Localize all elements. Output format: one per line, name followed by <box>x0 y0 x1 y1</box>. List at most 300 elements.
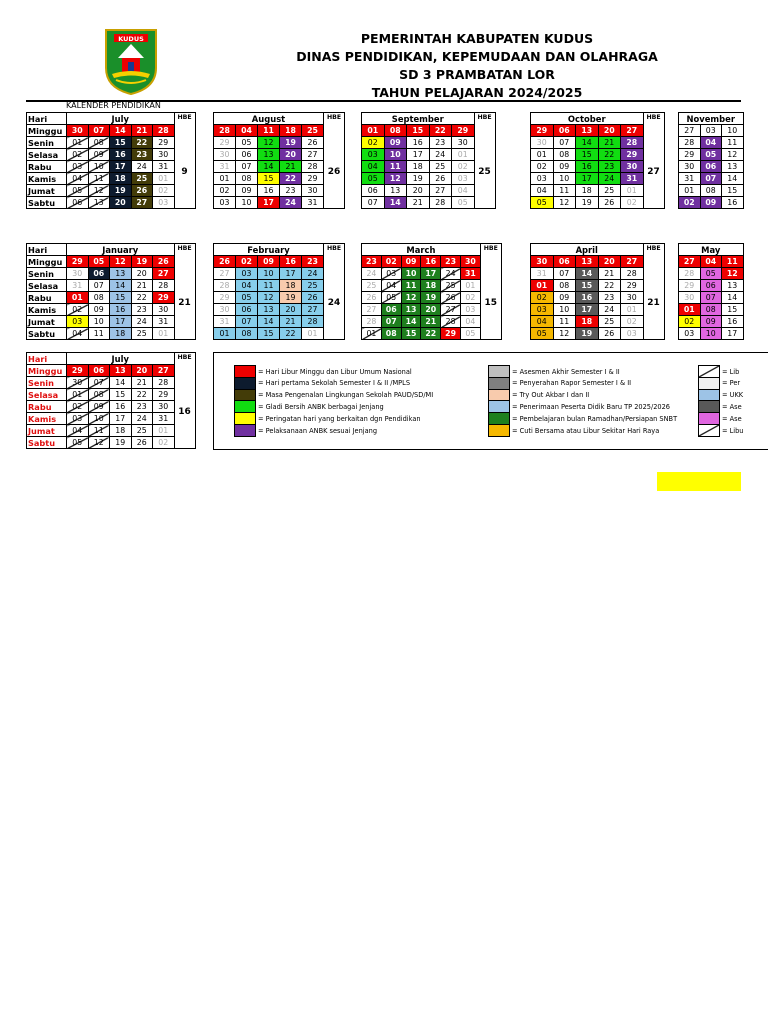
date-cell: 22 <box>429 125 452 137</box>
date-cell: 04 <box>67 328 89 340</box>
date-cell: 16 <box>722 316 744 328</box>
day-label: Minggu <box>27 125 67 137</box>
date-cell: 19 <box>421 292 441 304</box>
month-table-oct <box>530 112 665 209</box>
date-cell: 09 <box>258 256 280 268</box>
date-cell: 01 <box>621 185 644 197</box>
date-cell: 02 <box>679 316 701 328</box>
date-cell: 15 <box>110 292 132 304</box>
date-cell: 10 <box>88 161 110 173</box>
date-cell: 10 <box>258 268 280 280</box>
legend-text: = Per <box>722 379 741 388</box>
date-cell: 02 <box>67 149 89 161</box>
date-cell: 17 <box>280 268 302 280</box>
date-cell: 08 <box>553 149 576 161</box>
date-cell: 18 <box>280 125 302 137</box>
date-cell: 16 <box>280 256 302 268</box>
day-label: Senin <box>27 377 67 389</box>
date-cell: 24 <box>131 316 153 328</box>
date-cell: 13 <box>401 304 421 316</box>
date-cell: 02 <box>67 304 89 316</box>
date-cell: 26 <box>214 256 236 268</box>
date-cell: 03 <box>460 304 480 316</box>
date-cell: 19 <box>131 256 153 268</box>
date-cell: 31 <box>153 316 175 328</box>
hbe-header: HBE <box>174 353 195 377</box>
hbe-value: 24 <box>324 268 345 340</box>
date-cell: 29 <box>153 292 175 304</box>
date-cell: 02 <box>214 185 236 197</box>
date-cell: 25 <box>441 280 461 292</box>
date-cell: 12 <box>553 197 576 209</box>
date-cell: 21 <box>598 137 621 149</box>
month-name: July <box>67 113 175 125</box>
date-cell: 30 <box>452 137 475 149</box>
date-cell: 30 <box>460 256 480 268</box>
date-cell: 01 <box>67 292 89 304</box>
date-cell: 28 <box>153 125 175 137</box>
date-cell: 15 <box>258 328 280 340</box>
hbe-value: 25 <box>474 137 495 209</box>
date-cell: 01 <box>452 149 475 161</box>
date-cell: 14 <box>722 292 744 304</box>
month-name: May <box>679 244 744 256</box>
date-cell: 01 <box>460 280 480 292</box>
date-cell: 17 <box>258 197 280 209</box>
date-cell: 23 <box>598 161 621 173</box>
date-cell: 09 <box>88 149 110 161</box>
date-cell: 25 <box>131 328 153 340</box>
date-cell: 30 <box>621 161 644 173</box>
date-cell: 04 <box>452 185 475 197</box>
date-cell: 17 <box>110 316 132 328</box>
date-cell: 10 <box>553 173 576 185</box>
date-cell: 03 <box>67 413 89 425</box>
date-cell: 03 <box>531 173 554 185</box>
date-cell: 16 <box>110 401 132 413</box>
date-cell: 08 <box>236 173 258 185</box>
date-cell: 01 <box>621 304 644 316</box>
date-cell: 06 <box>381 304 401 316</box>
date-cell: 02 <box>621 316 644 328</box>
date-cell: 05 <box>67 437 89 449</box>
date-cell: 02 <box>236 256 258 268</box>
date-cell: 24 <box>362 268 382 280</box>
date-cell: 13 <box>576 256 599 268</box>
date-cell: 27 <box>441 304 461 316</box>
date-cell: 30 <box>67 125 89 137</box>
date-cell: 30 <box>621 292 644 304</box>
date-cell: 06 <box>88 365 110 377</box>
date-cell: 04 <box>531 316 554 328</box>
date-cell: 26 <box>302 137 324 149</box>
date-cell: 08 <box>384 125 407 137</box>
date-cell: 12 <box>258 292 280 304</box>
day-label: Hari <box>27 353 67 365</box>
date-cell: 01 <box>67 137 89 149</box>
date-cell: 27 <box>153 268 175 280</box>
date-cell: 07 <box>553 268 576 280</box>
date-cell: 17 <box>722 328 744 340</box>
date-cell: 10 <box>401 268 421 280</box>
date-cell: 06 <box>362 185 385 197</box>
day-label: Selasa <box>27 280 67 292</box>
date-cell: 04 <box>67 425 89 437</box>
date-cell: 25 <box>302 280 324 292</box>
date-cell: 27 <box>429 185 452 197</box>
header-department: DINAS PENDIDIKAN, KEPEMUDAAN DAN OLAHRAGA <box>296 49 658 64</box>
date-cell: 08 <box>381 328 401 340</box>
date-cell: 19 <box>576 197 599 209</box>
date-cell: 14 <box>401 316 421 328</box>
day-label: Jumat <box>27 185 67 197</box>
date-cell: 20 <box>110 197 132 209</box>
date-cell: 15 <box>722 304 744 316</box>
date-cell: 29 <box>441 328 461 340</box>
date-cell: 31 <box>460 268 480 280</box>
date-cell: 26 <box>153 256 175 268</box>
date-cell: 11 <box>258 125 280 137</box>
date-cell: 04 <box>700 256 722 268</box>
date-cell: 01 <box>67 389 89 401</box>
legend-swatch <box>488 424 510 437</box>
date-cell: 30 <box>531 256 554 268</box>
date-cell: 31 <box>214 316 236 328</box>
date-cell: 26 <box>598 328 621 340</box>
date-cell: 15 <box>576 280 599 292</box>
date-cell: 05 <box>236 137 258 149</box>
date-cell: 29 <box>302 173 324 185</box>
date-cell: 25 <box>302 125 324 137</box>
date-cell: 07 <box>236 161 258 173</box>
date-cell: 21 <box>598 268 621 280</box>
date-cell: 26 <box>131 437 153 449</box>
day-label: Rabu <box>27 161 67 173</box>
date-cell: 05 <box>88 256 110 268</box>
date-cell: 17 <box>576 304 599 316</box>
date-cell: 04 <box>362 161 385 173</box>
date-cell: 17 <box>421 268 441 280</box>
date-cell: 03 <box>214 197 236 209</box>
date-cell: 19 <box>280 137 302 149</box>
date-cell: 27 <box>362 304 382 316</box>
date-cell: 23 <box>362 256 382 268</box>
date-cell: 28 <box>362 316 382 328</box>
date-cell: 22 <box>421 328 441 340</box>
date-cell: 02 <box>452 161 475 173</box>
date-cell: 30 <box>153 401 175 413</box>
date-cell: 28 <box>441 316 461 328</box>
date-cell: 09 <box>553 161 576 173</box>
date-cell: 05 <box>700 149 722 161</box>
date-cell: 06 <box>236 304 258 316</box>
date-cell: 28 <box>153 280 175 292</box>
date-cell: 11 <box>553 316 576 328</box>
date-cell: 21 <box>131 125 153 137</box>
date-cell: 19 <box>110 437 132 449</box>
date-cell: 14 <box>110 125 132 137</box>
date-cell: 26 <box>131 185 153 197</box>
date-cell: 28 <box>429 197 452 209</box>
legend-text: = Asesmen Akhir Semester I & II <box>512 367 620 376</box>
date-cell: 13 <box>110 365 132 377</box>
legend-text: = Hari Libur Minggu dan Libur Umum Nasional <box>258 367 412 376</box>
date-cell: 09 <box>401 256 421 268</box>
date-cell: 06 <box>236 149 258 161</box>
hbe-header: HBE <box>474 113 495 137</box>
date-cell: 16 <box>421 256 441 268</box>
date-cell: 06 <box>88 268 110 280</box>
date-cell: 25 <box>362 280 382 292</box>
date-cell: 23 <box>131 149 153 161</box>
date-cell: 11 <box>722 137 744 149</box>
date-cell: 08 <box>553 280 576 292</box>
date-cell: 01 <box>531 149 554 161</box>
day-label: Kamis <box>27 173 67 185</box>
date-cell: 29 <box>153 389 175 401</box>
date-cell: 20 <box>598 256 621 268</box>
date-cell: 06 <box>67 197 89 209</box>
day-label: Sabtu <box>27 437 67 449</box>
date-cell: 29 <box>153 137 175 149</box>
date-cell: 05 <box>236 292 258 304</box>
date-cell: 02 <box>67 401 89 413</box>
date-cell: 27 <box>679 125 701 137</box>
date-cell: 07 <box>88 125 110 137</box>
header-government: PEMERINTAH KABUPATEN KUDUS <box>360 31 594 46</box>
date-cell: 11 <box>88 328 110 340</box>
date-cell: 25 <box>131 173 153 185</box>
legend-swatch <box>698 424 720 437</box>
date-cell: 10 <box>553 304 576 316</box>
date-cell: 19 <box>110 185 132 197</box>
legend-text: = Penyerahan Rapor Semester I & II <box>512 379 632 388</box>
date-cell: 04 <box>531 185 554 197</box>
date-cell: 13 <box>88 197 110 209</box>
date-cell: 07 <box>88 377 110 389</box>
hbe-value: 21 <box>643 268 664 340</box>
date-cell: 08 <box>700 185 722 197</box>
legend-text: = Peringatan hari yang berkaitan dgn Pendidikan <box>258 414 421 423</box>
date-cell: 07 <box>700 173 722 185</box>
date-cell: 17 <box>110 161 132 173</box>
day-label: Jumat <box>27 316 67 328</box>
date-cell: 12 <box>258 137 280 149</box>
date-cell: 22 <box>131 389 153 401</box>
date-cell: 27 <box>214 268 236 280</box>
date-cell: 22 <box>131 137 153 149</box>
date-cell: 27 <box>153 365 175 377</box>
date-cell: 23 <box>598 292 621 304</box>
date-cell: 08 <box>88 389 110 401</box>
date-cell: 25 <box>598 316 621 328</box>
date-cell: 16 <box>110 149 132 161</box>
date-cell: 02 <box>153 437 175 449</box>
date-cell: 11 <box>722 256 744 268</box>
date-cell: 27 <box>621 125 644 137</box>
date-cell: 06 <box>700 161 722 173</box>
date-cell: 23 <box>280 185 302 197</box>
date-cell: 17 <box>407 149 430 161</box>
date-cell: 11 <box>88 173 110 185</box>
date-cell: 19 <box>407 173 430 185</box>
date-cell: 15 <box>110 137 132 149</box>
date-cell: 05 <box>460 328 480 340</box>
date-cell: 24 <box>429 149 452 161</box>
date-cell: 04 <box>460 316 480 328</box>
date-cell: 24 <box>131 161 153 173</box>
date-cell: 22 <box>598 280 621 292</box>
date-cell: 20 <box>131 365 153 377</box>
date-cell: 01 <box>153 425 175 437</box>
hbe-header: HBE <box>324 113 345 137</box>
date-cell: 03 <box>67 161 89 173</box>
date-cell: 04 <box>67 173 89 185</box>
date-cell: 14 <box>722 173 744 185</box>
month-table-aug <box>213 112 345 209</box>
date-cell: 28 <box>621 137 644 149</box>
date-cell: 07 <box>700 292 722 304</box>
date-cell: 19 <box>280 292 302 304</box>
day-label: Senin <box>27 268 67 280</box>
date-cell: 18 <box>110 173 132 185</box>
day-label: Hari <box>27 113 67 125</box>
date-cell: 30 <box>302 185 324 197</box>
date-cell: 11 <box>401 280 421 292</box>
date-cell: 29 <box>621 280 644 292</box>
date-cell: 28 <box>214 280 236 292</box>
date-cell: 02 <box>381 256 401 268</box>
day-label: Sabtu <box>27 328 67 340</box>
date-cell: 02 <box>621 197 644 209</box>
month-table-mar <box>361 243 502 340</box>
date-cell: 02 <box>362 137 385 149</box>
date-cell: 12 <box>384 173 407 185</box>
date-cell: 20 <box>280 149 302 161</box>
date-cell: 03 <box>67 316 89 328</box>
date-cell: 24 <box>280 197 302 209</box>
date-cell: 28 <box>302 316 324 328</box>
date-cell: 08 <box>236 328 258 340</box>
date-cell: 15 <box>258 173 280 185</box>
date-cell: 13 <box>110 268 132 280</box>
date-cell: 03 <box>362 149 385 161</box>
date-cell: 05 <box>531 197 554 209</box>
date-cell: 03 <box>381 268 401 280</box>
hbe-header: HBE <box>643 113 664 137</box>
date-cell: 11 <box>258 280 280 292</box>
date-cell: 07 <box>88 280 110 292</box>
date-cell: 16 <box>576 161 599 173</box>
date-cell: 27 <box>302 304 324 316</box>
month-name: August <box>214 113 324 125</box>
date-cell: 17 <box>576 173 599 185</box>
date-cell: 31 <box>531 268 554 280</box>
date-cell: 13 <box>722 280 744 292</box>
date-cell: 24 <box>598 304 621 316</box>
date-cell: 15 <box>576 149 599 161</box>
legend-item <box>488 424 659 437</box>
date-cell: 23 <box>131 401 153 413</box>
date-cell: 31 <box>621 173 644 185</box>
date-cell: 18 <box>110 425 132 437</box>
date-cell: 29 <box>531 125 554 137</box>
date-cell: 04 <box>700 137 722 149</box>
date-cell: 15 <box>407 125 430 137</box>
date-cell: 18 <box>576 185 599 197</box>
date-cell: 15 <box>722 185 744 197</box>
date-cell: 25 <box>131 425 153 437</box>
date-cell: 21 <box>280 316 302 328</box>
date-cell: 20 <box>280 304 302 316</box>
day-label: Jumat <box>27 425 67 437</box>
month-table-feb <box>213 243 345 340</box>
date-cell: 23 <box>429 137 452 149</box>
date-cell: 01 <box>153 173 175 185</box>
day-label: Selasa <box>27 149 67 161</box>
date-cell: 22 <box>280 173 302 185</box>
month-table-sep <box>361 112 496 209</box>
date-cell: 20 <box>598 125 621 137</box>
date-cell: 26 <box>598 197 621 209</box>
legend-text: = Penerimaan Peserta Didik Baru TP 2025/2026 <box>512 402 670 411</box>
date-cell: 02 <box>460 292 480 304</box>
date-cell: 30 <box>153 304 175 316</box>
date-cell: 28 <box>302 161 324 173</box>
date-cell: 05 <box>362 173 385 185</box>
date-cell: 11 <box>88 425 110 437</box>
date-cell: 26 <box>441 292 461 304</box>
date-cell: 04 <box>236 125 258 137</box>
month-name: October <box>531 113 644 125</box>
date-cell: 18 <box>280 280 302 292</box>
hbe-value: 16 <box>174 377 195 449</box>
date-cell: 23 <box>302 256 324 268</box>
month-table-nov <box>678 112 744 209</box>
date-cell: 12 <box>722 149 744 161</box>
month-name: July <box>67 353 175 365</box>
date-cell: 28 <box>679 268 701 280</box>
month-name: November <box>679 113 744 125</box>
date-cell: 06 <box>553 256 576 268</box>
month-table-jul1 <box>26 112 196 209</box>
legend-text: = Lib <box>722 367 740 376</box>
date-cell: 26 <box>362 292 382 304</box>
header-academic-year: TAHUN PELAJARAN 2024/2025 <box>371 85 583 100</box>
date-cell: 24 <box>598 173 621 185</box>
date-cell: 22 <box>598 149 621 161</box>
date-cell: 31 <box>153 161 175 173</box>
date-cell: 03 <box>452 173 475 185</box>
date-cell: 03 <box>531 304 554 316</box>
date-cell: 15 <box>401 328 421 340</box>
date-cell: 14 <box>258 316 280 328</box>
date-cell: 13 <box>576 125 599 137</box>
date-cell: 30 <box>67 377 89 389</box>
month-name: September <box>362 113 475 125</box>
date-cell: 05 <box>531 328 554 340</box>
date-cell: 30 <box>214 149 236 161</box>
date-cell: 09 <box>700 197 722 209</box>
hbe-header: HBE <box>324 244 345 268</box>
date-cell: 12 <box>722 268 744 280</box>
date-cell: 31 <box>153 413 175 425</box>
date-cell: 13 <box>258 304 280 316</box>
legend-text: = Ase <box>722 414 742 423</box>
date-cell: 16 <box>576 292 599 304</box>
hbe-value: 21 <box>174 268 195 340</box>
date-cell: 25 <box>598 185 621 197</box>
